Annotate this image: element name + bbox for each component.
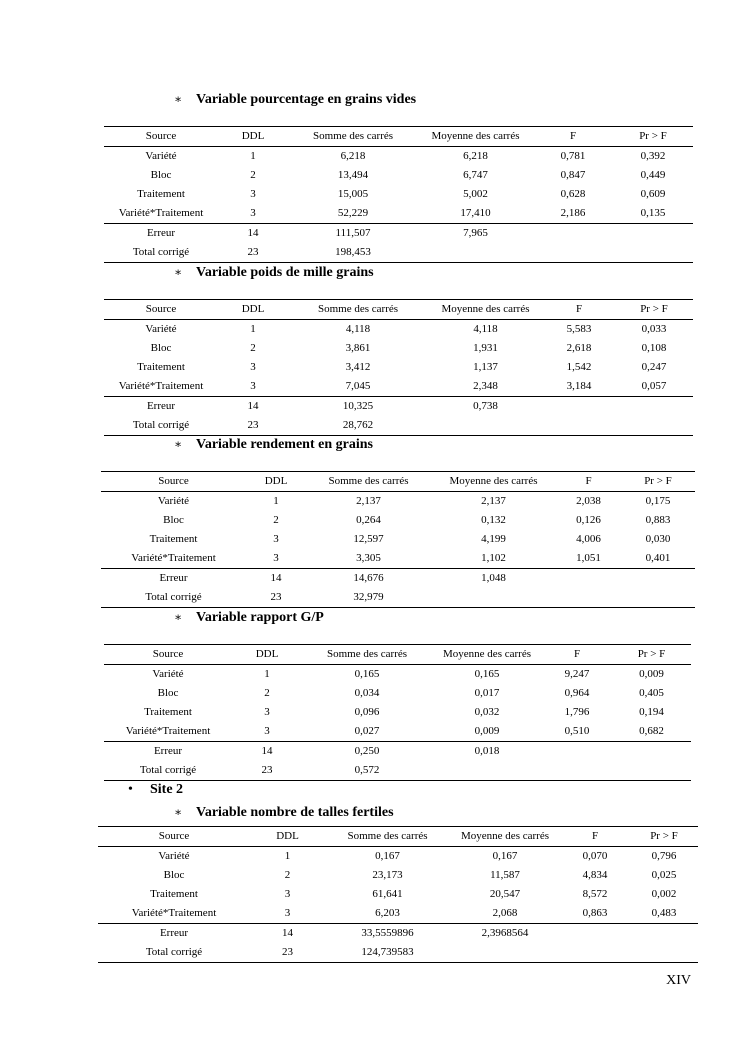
asterisk-icon: ∗ — [174, 92, 183, 106]
table-cell: Bloc — [157, 687, 179, 699]
column-header: Moyenne des carrés — [449, 475, 538, 487]
table-row — [104, 761, 691, 781]
table-cell: 1 — [250, 323, 256, 335]
table-cell: Total corrigé — [98, 943, 250, 963]
table-cell: 0,572 — [302, 761, 432, 781]
table-cell: 2,186 — [560, 207, 586, 219]
table-row — [101, 511, 695, 530]
table-cell — [613, 243, 693, 263]
table-cell: 0,883 — [645, 514, 671, 526]
asterisk-icon: ∗ — [174, 610, 183, 624]
table-header-row — [104, 127, 693, 147]
table-row — [98, 866, 698, 885]
table-cell — [615, 416, 693, 436]
table-cell: Bloc — [163, 869, 185, 881]
section-title: Variable rendement en grains — [196, 437, 373, 452]
table-row — [104, 684, 691, 703]
table-cell: 0,796 — [651, 850, 677, 862]
table-cell — [621, 569, 695, 589]
table-cell: Variété*Traitement — [118, 207, 204, 219]
anova-table — [104, 126, 693, 263]
column-header: F — [573, 648, 581, 660]
table-cell: 20,547 — [489, 888, 521, 900]
column-header: Source — [152, 648, 184, 660]
table-cell — [428, 416, 543, 436]
table-cell: 198,453 — [288, 243, 418, 263]
column-header: Somme des carrés — [317, 303, 399, 315]
table-row — [104, 358, 693, 377]
table-cell: 2 — [264, 687, 270, 699]
table-cell: 61,641 — [372, 888, 403, 900]
table-cell — [542, 761, 612, 781]
table-cell: 0,132 — [481, 514, 506, 526]
table-row — [101, 549, 695, 569]
section-title: Variable nombre de talles fertiles — [196, 805, 394, 820]
table-cell: Bloc — [150, 169, 172, 181]
table-cell — [543, 397, 615, 417]
table-cell: 13,494 — [337, 169, 369, 181]
table-cell: 14 — [218, 397, 288, 417]
table-cell: 0,057 — [641, 380, 667, 392]
table-cell: 0,483 — [651, 907, 677, 919]
table-cell: 23 — [246, 588, 306, 608]
table-cell: Traitement — [137, 361, 185, 373]
table-cell: 23,173 — [372, 869, 403, 881]
table-cell: Total corrigé — [104, 416, 218, 436]
table-cell: 3 — [250, 188, 256, 200]
table-row — [104, 147, 693, 167]
table-cell: 6,218 — [340, 150, 366, 162]
table-cell — [431, 588, 556, 608]
table-cell: 0,167 — [492, 850, 518, 862]
table-cell: 3 — [273, 533, 279, 545]
table-cell: 52,229 — [337, 207, 369, 219]
table-cell — [613, 224, 693, 244]
table-row — [104, 224, 693, 244]
table-cell: 2,068 — [492, 907, 518, 919]
table-header-row — [104, 300, 693, 320]
asterisk-icon: ∗ — [174, 437, 183, 451]
table-row — [104, 320, 693, 340]
table-cell: Traitement — [149, 533, 198, 545]
table-row — [98, 904, 698, 924]
table-cell: 1,796 — [564, 706, 590, 718]
column-header: Source — [145, 130, 177, 142]
section-heading — [174, 805, 394, 821]
table-cell: 14,676 — [306, 569, 431, 589]
anova-table — [104, 299, 693, 436]
table-cell: Erreur — [104, 742, 232, 762]
table-cell: 2 — [250, 169, 256, 181]
table-cell — [556, 588, 621, 608]
table-cell: 0,738 — [428, 397, 543, 417]
table-cell: 3 — [284, 888, 291, 900]
table-cell: 3 — [250, 380, 256, 392]
table-cell: 111,507 — [288, 224, 418, 244]
column-header: Pr > F — [639, 130, 667, 142]
table-cell: 0,847 — [560, 169, 586, 181]
column-header: Somme des carrés — [328, 475, 409, 487]
table-cell: 4,834 — [582, 869, 608, 881]
table-cell — [450, 943, 560, 963]
column-header: Moyenne des carrés — [461, 830, 549, 842]
table-cell: 0,032 — [474, 706, 500, 718]
table-cell: 0,964 — [564, 687, 590, 699]
section-heading — [174, 265, 374, 281]
table-cell: 2,137 — [481, 495, 506, 507]
section-heading — [174, 437, 373, 453]
table-header-row — [104, 645, 691, 665]
table-cell: 14 — [250, 924, 325, 944]
table-cell: 12,597 — [353, 533, 384, 545]
table-row — [104, 722, 691, 742]
table-cell: 4,118 — [345, 323, 371, 335]
table-cell: 2,137 — [356, 495, 381, 507]
table-cell: 3 — [284, 907, 291, 919]
table-cell — [556, 569, 621, 589]
section-title: Variable rapport G/P — [196, 610, 324, 625]
table-cell: 0,108 — [641, 342, 667, 354]
table-cell: 5,002 — [463, 188, 488, 200]
column-header: Somme des carrés — [326, 648, 408, 660]
anova-table — [104, 644, 691, 781]
table-cell: Traitement — [144, 706, 192, 718]
table-cell — [432, 761, 542, 781]
page-number: XIV — [666, 973, 691, 988]
table-cell: 0,126 — [576, 514, 601, 526]
column-header: Pr > F — [640, 303, 668, 315]
asterisk-icon: ∗ — [174, 805, 183, 819]
table-cell: 33,5559896 — [325, 924, 450, 944]
table-cell: Traitement — [137, 188, 185, 200]
table-cell: 23 — [232, 761, 302, 781]
table-cell: Total corrigé — [104, 761, 232, 781]
site-title: Site 2 — [150, 782, 184, 797]
column-header: Moyenne des carrés — [441, 303, 530, 315]
table-cell: 3 — [250, 361, 256, 373]
table-cell — [615, 397, 693, 417]
table-cell: 0,165 — [354, 668, 380, 680]
column-header: Somme des carrés — [312, 130, 394, 142]
table-cell: 2 — [250, 342, 256, 354]
table-cell: 0,025 — [651, 869, 677, 881]
table-cell: 0,002 — [651, 888, 677, 900]
column-header: F — [591, 830, 599, 842]
table-cell: 0,449 — [640, 169, 666, 181]
table-cell: 32,979 — [306, 588, 431, 608]
table-cell: 0,510 — [564, 725, 590, 737]
table-cell: 1,542 — [566, 361, 592, 373]
table-cell: Erreur — [98, 924, 250, 944]
table-cell: 1 — [264, 668, 270, 680]
table-cell: 2,3968564 — [450, 924, 560, 944]
table-cell — [543, 416, 615, 436]
table-cell — [612, 742, 691, 762]
table-cell: Variété*Traitement — [131, 907, 217, 919]
column-header: Moyenne des carrés — [443, 648, 531, 660]
anova-table — [101, 471, 695, 608]
table-row — [104, 204, 693, 224]
table-cell: 0,781 — [560, 150, 586, 162]
section-title: Variable pourcentage en grains vides — [196, 92, 417, 107]
table-cell: 1,048 — [431, 569, 556, 589]
table-cell: 28,762 — [288, 416, 428, 436]
table-cell: 14 — [218, 224, 288, 244]
table-cell: Erreur — [104, 224, 218, 244]
table-cell: 4,199 — [481, 533, 506, 545]
table-cell: Bloc — [150, 342, 172, 354]
table-cell: 0,175 — [645, 495, 671, 507]
table-row — [101, 530, 695, 549]
column-header: DDL — [241, 303, 265, 315]
table-row — [104, 742, 691, 762]
table-row — [98, 924, 698, 944]
table-cell: 0,017 — [474, 687, 500, 699]
table-cell: 0,628 — [560, 188, 586, 200]
table-cell: 0,018 — [432, 742, 542, 762]
table-cell: 5,583 — [566, 323, 592, 335]
table-cell: Variété*Traitement — [118, 380, 204, 392]
table-cell: 0,609 — [640, 188, 666, 200]
table-cell: 0,033 — [641, 323, 667, 335]
table-cell: 0,682 — [639, 725, 664, 737]
table-row — [104, 339, 693, 358]
table-cell: 3,412 — [345, 361, 371, 373]
column-header: F — [575, 303, 583, 315]
table-cell: 0,009 — [639, 668, 664, 680]
column-header: Source — [158, 830, 190, 842]
table-cell: 0,863 — [582, 907, 608, 919]
table-cell: 4,118 — [473, 323, 498, 335]
table-cell: 0,070 — [582, 850, 608, 862]
section-heading — [174, 610, 324, 626]
table-cell: 23 — [218, 416, 288, 436]
table-cell: 0,167 — [375, 850, 400, 862]
table-cell: 8,572 — [582, 888, 608, 900]
table-cell — [533, 243, 613, 263]
table-cell: 1 — [273, 495, 279, 507]
table-row — [104, 397, 693, 417]
table-cell: Variété — [157, 495, 190, 507]
table-cell: 17,410 — [460, 207, 491, 219]
table-cell: 124,739583 — [325, 943, 450, 963]
table-row — [101, 588, 695, 608]
table-row — [104, 185, 693, 204]
table-cell: 0,034 — [354, 687, 380, 699]
column-header: DDL — [255, 648, 279, 660]
column-header: Pr > F — [644, 475, 672, 487]
table-cell: 0,392 — [640, 150, 666, 162]
table-cell: Traitement — [150, 888, 198, 900]
table-cell: 0,096 — [354, 706, 380, 718]
anova-table — [98, 826, 698, 963]
table-row — [104, 377, 693, 397]
column-header: F — [585, 475, 592, 487]
table-row — [104, 665, 691, 685]
table-cell: 0,135 — [640, 207, 666, 219]
table-cell: 0,250 — [302, 742, 432, 762]
column-header: F — [569, 130, 577, 142]
column-header: Source — [145, 303, 177, 315]
table-cell: Variété — [158, 850, 190, 862]
table-cell: 1,931 — [473, 342, 498, 354]
table-cell: Variété*Traitement — [131, 552, 216, 564]
site-heading — [128, 782, 183, 798]
table-row — [98, 847, 698, 867]
table-row — [101, 492, 695, 512]
table-row — [104, 416, 693, 436]
column-header: Moyenne des carrés — [431, 130, 520, 142]
column-header: DDL — [264, 475, 288, 487]
table-cell — [542, 742, 612, 762]
table-header-row — [101, 472, 695, 492]
table-cell: 4,006 — [576, 533, 601, 545]
table-cell: 0,247 — [641, 361, 667, 373]
table-cell: 7,045 — [345, 380, 371, 392]
table-cell: 2 — [273, 514, 279, 526]
table-cell: Total corrigé — [101, 588, 246, 608]
asterisk-icon: ∗ — [174, 265, 183, 279]
table-cell: 0,401 — [645, 552, 671, 564]
table-cell: Variété*Traitement — [125, 725, 211, 737]
table-cell: 6,218 — [463, 150, 488, 162]
table-row — [101, 569, 695, 589]
table-row — [104, 703, 691, 722]
table-cell — [621, 588, 695, 608]
table-cell: 3,305 — [356, 552, 381, 564]
table-cell — [630, 943, 698, 963]
table-cell: 23 — [218, 243, 288, 263]
table-cell: 2 — [284, 869, 291, 881]
table-cell: 0,027 — [354, 725, 380, 737]
section-title: Variable poids de mille grains — [196, 265, 374, 280]
table-cell: 0,264 — [356, 514, 381, 526]
table-cell: Variété — [145, 323, 177, 335]
table-cell: 9,247 — [564, 668, 590, 680]
table-cell — [630, 924, 698, 944]
column-header: Somme des carrés — [347, 830, 428, 842]
table-row — [104, 166, 693, 185]
section-heading — [174, 92, 416, 108]
table-cell: 3,184 — [566, 380, 592, 392]
table-cell: 2,348 — [473, 380, 498, 392]
table-cell — [560, 943, 630, 963]
table-cell: 15,005 — [337, 188, 369, 200]
column-header: DDL — [276, 830, 299, 842]
column-header: Pr > F — [637, 648, 666, 660]
table-cell: 0,030 — [645, 533, 671, 545]
table-row — [104, 243, 693, 263]
table-cell: 7,965 — [418, 224, 533, 244]
table-cell: Erreur — [101, 569, 246, 589]
table-cell: 3 — [250, 207, 256, 219]
table-cell: 6,747 — [463, 169, 488, 181]
table-cell: 14 — [246, 569, 306, 589]
table-cell: 14 — [232, 742, 302, 762]
table-header-row — [98, 827, 698, 847]
table-row — [98, 943, 698, 963]
table-cell: 23 — [250, 943, 325, 963]
table-cell — [533, 224, 613, 244]
table-cell: Variété — [152, 668, 184, 680]
column-header: Pr > F — [650, 830, 678, 842]
table-cell: 0,405 — [639, 687, 664, 699]
table-cell: 1 — [250, 150, 256, 162]
table-cell: 2,038 — [576, 495, 601, 507]
table-cell: Bloc — [163, 514, 184, 526]
table-cell: 6,203 — [375, 907, 400, 919]
table-cell — [560, 924, 630, 944]
table-cell: 11,587 — [490, 869, 520, 881]
table-cell: 2,618 — [566, 342, 592, 354]
table-cell: 0,009 — [474, 725, 500, 737]
table-cell: 0,194 — [639, 706, 664, 718]
table-cell — [612, 761, 691, 781]
column-header: Source — [158, 475, 189, 487]
table-cell: 1,102 — [481, 552, 506, 564]
table-cell: 3 — [264, 725, 270, 737]
table-cell: 10,325 — [288, 397, 428, 417]
table-cell: 3 — [264, 706, 270, 718]
table-row — [98, 885, 698, 904]
table-cell: 1 — [284, 850, 291, 862]
table-cell: 1,137 — [473, 361, 498, 373]
column-header: DDL — [241, 130, 265, 142]
table-cell — [418, 243, 533, 263]
table-cell: Total corrigé — [104, 243, 218, 263]
table-cell: 1,051 — [576, 552, 601, 564]
table-cell: 3 — [273, 552, 279, 564]
table-cell: Erreur — [104, 397, 218, 417]
table-cell: 3,861 — [345, 342, 371, 354]
table-cell: Variété — [145, 150, 177, 162]
bullet-icon: • — [128, 782, 133, 797]
table-cell: 0,165 — [474, 668, 500, 680]
